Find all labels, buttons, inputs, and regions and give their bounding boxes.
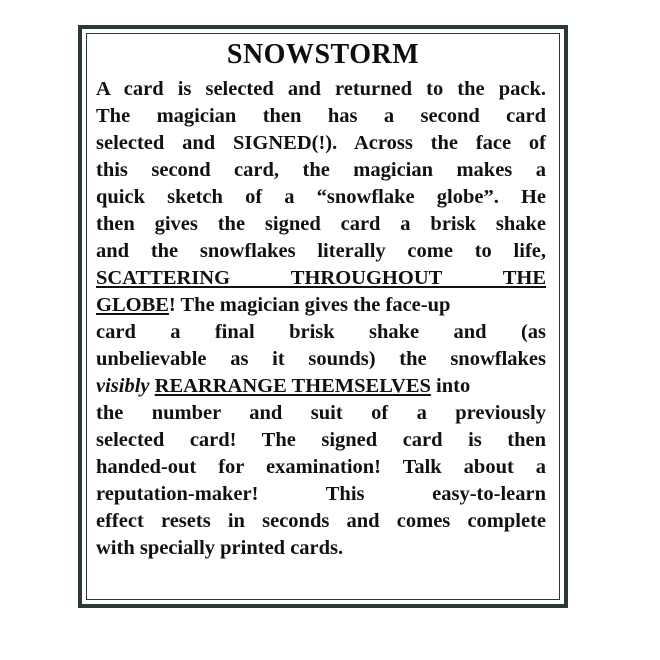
- body-line-3: selected and SIGNED(!). Across the face of: [96, 132, 546, 154]
- emphasis-visibly: visibly: [96, 375, 150, 397]
- body-line-16: reputation-maker! This easy-to-learn: [96, 483, 546, 505]
- body-line-17: effect resets in seconds and comes complete: [96, 510, 546, 532]
- body-line-7: and the snowflakes literally come to life,: [96, 240, 546, 262]
- body-line-15: handed-out for examination! Talk about a: [96, 456, 546, 478]
- body-line-5: quick sketch of a “snowflake globe”. He: [96, 186, 546, 208]
- body-line-9-rest: ! The magician gives the face-up: [168, 294, 451, 316]
- emphasis-rearrange: REARRANGE THEMSELVES: [154, 375, 431, 397]
- body-line-6: then gives the signed card a brisk shake: [96, 213, 546, 235]
- body-line-10: card a final brisk shake and (as: [96, 321, 546, 343]
- body-line-1: A card is selected and returned to the pack.: [96, 78, 546, 100]
- body-line-8-emphasis: SCATTERING THROUGHOUT THE: [96, 267, 546, 289]
- body-line-13: the number and suit of a previously: [96, 402, 546, 424]
- body-line-14: selected card! The signed card is then: [96, 429, 546, 451]
- document-title: SNOWSTORM: [226, 39, 420, 70]
- body-line-12: [96, 375, 546, 398]
- body-line-18: with specially printed cards.: [96, 537, 344, 559]
- emphasis-globe: GLOBE: [96, 294, 169, 316]
- body-line-11: unbelievable as it sounds) the snowflakes: [96, 348, 546, 370]
- document-border: [78, 25, 568, 608]
- body-line-9: [96, 294, 546, 317]
- body-line-2: The magician then has a second card: [96, 105, 546, 127]
- body-line-4: this second card, the magician makes a: [96, 159, 546, 181]
- body-line-12-rest: into: [436, 375, 471, 397]
